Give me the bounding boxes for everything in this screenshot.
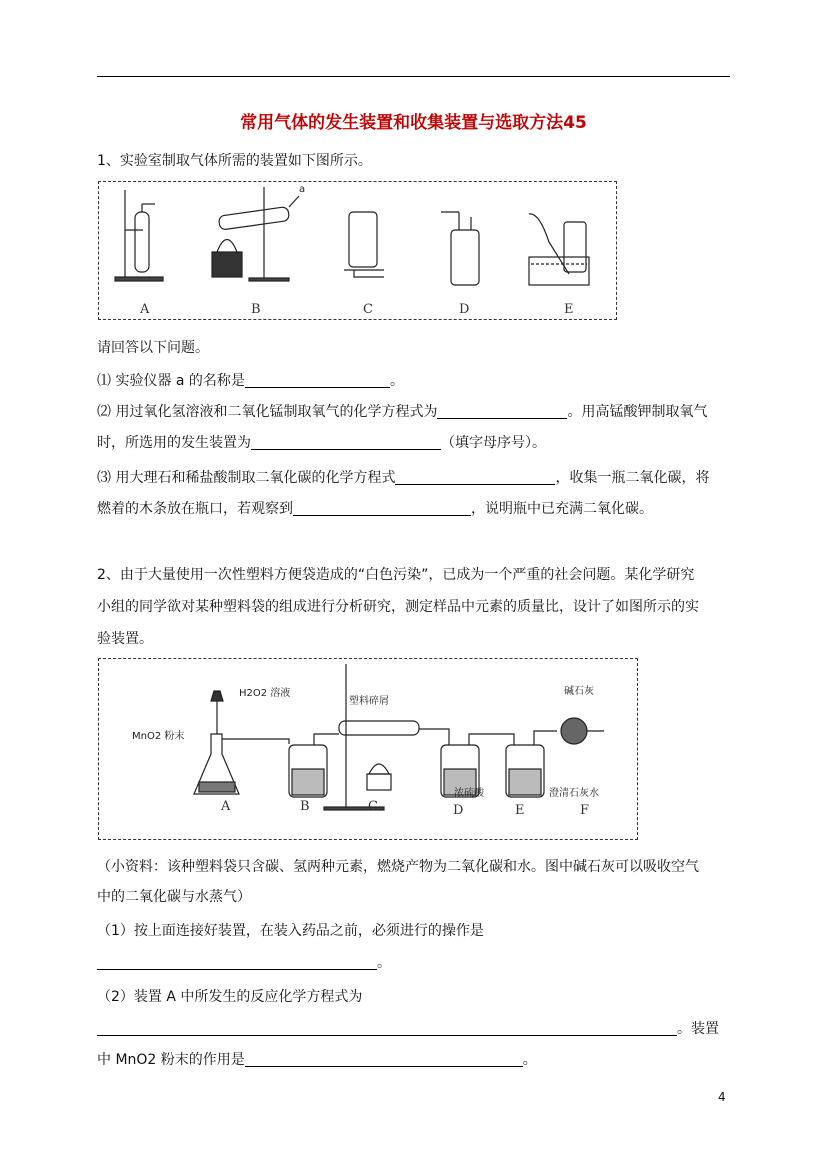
q2-figure [98, 658, 638, 840]
apparatus-label-e: E [564, 302, 574, 317]
device-label-e: E [515, 803, 525, 818]
device-label-f: F [580, 803, 590, 818]
q1-figure [98, 181, 617, 320]
q1-part2-blank-device[interactable] [251, 435, 441, 450]
q2-note-line2: 中的二氧化碳与水蒸气） [97, 889, 251, 905]
label-limewater: 澄清石灰水 [549, 788, 599, 799]
q2-sub1-answer [97, 952, 391, 972]
q2-sub1: （1）按上面连接好装置，在装入药品之前，必须进行的操作是 [97, 923, 484, 939]
page-title: 常用气体的发生装置和收集装置与选取方法45 [240, 113, 587, 133]
q2-sub2-end: 。装置 [677, 1021, 719, 1037]
q1-part3-text-b: ，收集一瓶二氧化碳，将 [555, 470, 710, 486]
q2-note-line1: （小资料：该种塑料袋只含碳、氢两种元素，燃烧产物为二氧化碳和水。图中碱石灰可以吸收空气 [97, 859, 699, 875]
q2-sub2-blank[interactable] [97, 1021, 677, 1036]
q1-part2-line1 [97, 401, 707, 421]
q1-part3-line1 [97, 467, 709, 487]
q2-sub2: （2）装置 A 中所发生的反应化学方程式为 [97, 989, 363, 1005]
q2-sub1-end: 。 [377, 955, 391, 971]
q2-stem-line1: 2、由于大量使用一次性塑料方便袋造成的“白色污染”，已成为一个严重的社会问题。某化学研究 [97, 567, 695, 583]
q2-sub3-end: 。 [522, 1052, 537, 1068]
q1-prompt: 请回答以下问题。 [97, 340, 209, 356]
label-conc-acid: 浓硫酸 [454, 788, 484, 799]
q1-part1-text: ⑴ 实验仪器 a 的名称是 [97, 373, 245, 389]
q2-stem-line2: 小组的同学欲对某种塑料袋的组成进行分析研究，测定样品中元素的质量比，设计了如图所示的实 [97, 599, 699, 615]
q1-part3-blank-equation[interactable] [395, 470, 555, 485]
q2-apparatus-drawing [99, 659, 637, 839]
apparatus-label-d: D [459, 302, 470, 317]
q2-sub3 [97, 1049, 537, 1069]
q1-part2-text-c: 时，所选用的发生装置为 [97, 435, 251, 451]
header-rule [97, 76, 730, 77]
q1-part3-line2 [97, 498, 653, 518]
q1-part1-end: 。 [389, 373, 404, 389]
label-mno2: MnO2 粉末 [132, 731, 185, 742]
q2-sub3-text: 中 MnO2 粉末的作用是 [97, 1052, 245, 1068]
label-plastic: 塑料碎屑 [349, 696, 389, 707]
label-a: a [299, 184, 306, 195]
q1-part2-line2 [97, 432, 546, 452]
q2-sub3-blank[interactable] [245, 1052, 523, 1067]
q1-apparatus-drawing [99, 182, 616, 319]
q1-part3-text: ⑶ 用大理石和稀盐酸制取二氧化碳的化学方程式 [97, 470, 396, 486]
apparatus-label-a: A [140, 302, 150, 317]
device-label-a: A [221, 799, 231, 814]
q1-stem: 1、实验室制取气体所需的装置如下图所示。 [97, 153, 372, 169]
q1-part2-text-b: 。用高锰酸钾制取氧气 [567, 404, 708, 420]
q2-stem-line3: 验装置。 [97, 631, 153, 647]
q1-part1-blank[interactable] [245, 373, 390, 388]
q1-part1 [97, 370, 404, 390]
q1-part3-text-c: 燃着的木条放在瓶口，若观察到 [97, 501, 293, 517]
apparatus-label-c: C [363, 302, 373, 317]
q1-part3-text-d: ，说明瓶中已充满二氧化碳。 [471, 501, 653, 517]
device-label-b: B [300, 799, 310, 814]
label-h2o2: H2O2 溶液 [239, 688, 291, 699]
q2-sub1-blank[interactable] [97, 955, 377, 970]
label-soda-lime: 碱石灰 [564, 686, 594, 697]
apparatus-label-b: B [251, 302, 261, 317]
device-label-d: D [453, 803, 464, 818]
q2-sub2-answer [97, 1018, 719, 1038]
q1-part2-text: ⑵ 用过氧化氢溶液和二氧化锰制取氧气的化学方程式为 [97, 404, 438, 420]
q1-part2-blank-equation[interactable] [437, 404, 567, 419]
q1-part3-blank-observation[interactable] [293, 501, 471, 516]
q1-part2-text-d: （填字母序号）。 [441, 435, 546, 451]
device-label-c: C [368, 799, 378, 814]
page-number: 4 [718, 1090, 726, 1104]
